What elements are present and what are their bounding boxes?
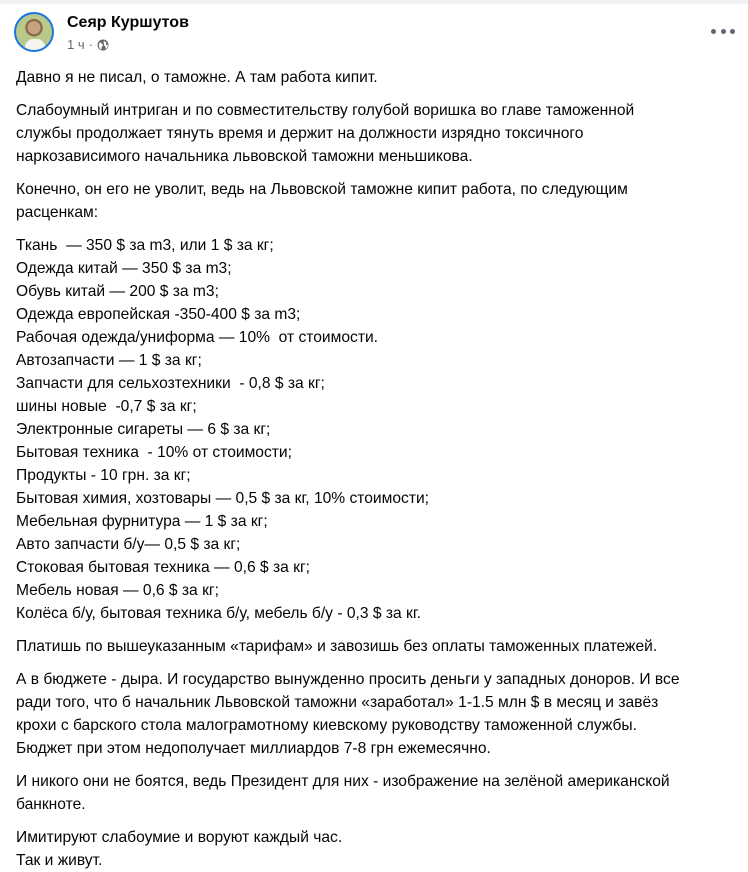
paragraph-intro: Давно я не писал, о таможне. А там работа кипит. bbox=[16, 69, 378, 86]
list-item: Колёса б/у, бытовая техника б/у, мебель б/у - 0,3 $ за кг. bbox=[16, 605, 421, 622]
list-item: Стоковая бытовая техника — 0,6 $ за кг; bbox=[16, 559, 310, 576]
separator: · bbox=[88, 37, 93, 52]
text-line: расценкам: bbox=[16, 204, 99, 221]
text-line: крохи с барского стола малограмотному киевскому руководству таможенной службы. bbox=[16, 717, 637, 734]
list-item: Рабочая одежда/униформа — 10% от стоимости. bbox=[16, 329, 378, 346]
globe-icon[interactable] bbox=[97, 39, 109, 51]
list-item: Одежда китай — 350 $ за m3; bbox=[16, 260, 232, 277]
paragraph-rates-intro bbox=[16, 178, 736, 224]
post-meta bbox=[67, 12, 189, 54]
list-item: Авто запчасти б/у— 0,5 $ за кг; bbox=[16, 536, 241, 553]
list-item: Мебель новая — 0,6 $ за кг; bbox=[16, 582, 219, 599]
paragraph-budget bbox=[16, 668, 736, 760]
avatar[interactable] bbox=[14, 12, 54, 52]
list-item: шины новые -0,7 $ за кг; bbox=[16, 398, 197, 415]
list-item: Мебельная фурнитура — 1 $ за кг; bbox=[16, 513, 268, 530]
text-line: Имитируют слабоумие и воруют каждый час. bbox=[16, 829, 343, 846]
rates-list bbox=[16, 234, 736, 625]
avatar-photo bbox=[25, 39, 45, 52]
list-item: Продукты - 10 грн. за кг; bbox=[16, 467, 191, 484]
dot-icon bbox=[730, 29, 735, 34]
post-header bbox=[14, 12, 189, 54]
post-subline bbox=[67, 36, 189, 54]
list-item: Автозапчасти — 1 $ за кг; bbox=[16, 352, 202, 369]
text-line: Так и живут. bbox=[16, 852, 103, 869]
list-item: Электронные сигареты — 6 $ за кг; bbox=[16, 421, 271, 438]
list-item: Бытовая техника - 10% от стоимости; bbox=[16, 444, 292, 461]
post-timestamp[interactable]: 1 ч bbox=[67, 37, 85, 52]
feed-divider bbox=[0, 0, 748, 4]
paragraph-accusation bbox=[16, 99, 736, 168]
more-options-button[interactable] bbox=[711, 23, 735, 39]
text-line: А в бюджете - дыра. И государство вынужденно просить деньги у западных доноров. И все bbox=[16, 671, 680, 688]
author-name[interactable]: Сеяр Куршутов bbox=[67, 14, 189, 31]
list-item: Бытовая химия, хозтовары — 0,5 $ за кг, 10% стоимости; bbox=[16, 490, 430, 507]
list-item: Одежда европейская -350-400 $ за m3; bbox=[16, 306, 301, 323]
paragraph-president bbox=[16, 770, 736, 816]
post-body bbox=[16, 66, 736, 872]
text-line: ради того, что б начальник Львовской таможни «заработал» 1-1.5 млн $ в месяц и завёз bbox=[16, 694, 659, 711]
list-item: Ткань — 350 $ за m3, или 1 $ за кг; bbox=[16, 237, 274, 254]
text-line: службы продолжает тянуть время и держит на должности изрядно токсичного bbox=[16, 125, 584, 142]
text-line: Конечно, он его не уволит, ведь на Львовской таможне кипит работа, по следующим bbox=[16, 181, 628, 198]
text-line: банкноте. bbox=[16, 796, 86, 813]
text-line: наркозависимого начальника львовской таможни меньшикова. bbox=[16, 148, 473, 165]
text-line: И никого они не боятся, ведь Президент для них - изображение на зелёной американской bbox=[16, 773, 670, 790]
list-item: Запчасти для сельхозтехники - 0,8 $ за кг; bbox=[16, 375, 325, 392]
text-line: Бюджет при этом недополучает миллиардов 7-8 грн ежемесячно. bbox=[16, 740, 491, 757]
dot-icon bbox=[711, 29, 716, 34]
paragraph-closing bbox=[16, 826, 736, 872]
list-item: Обувь китай — 200 $ за m3; bbox=[16, 283, 219, 300]
paragraph-tariffs: Платишь по вышеуказанным «тарифам» и завозишь без оплаты таможенных платежей. bbox=[16, 638, 658, 655]
text-line: Слабоумный интриган и по совместительству голубой воришка во главе таможенной bbox=[16, 102, 635, 119]
dot-icon bbox=[721, 29, 726, 34]
